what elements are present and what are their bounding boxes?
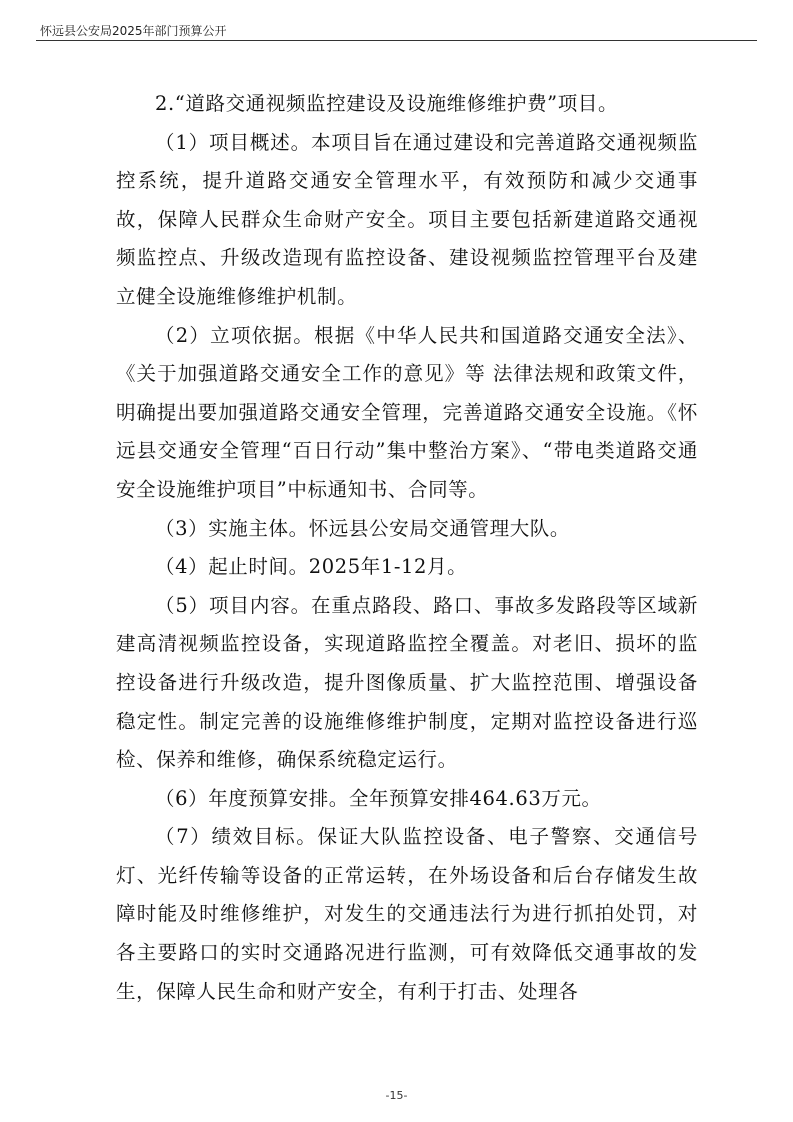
paragraph-period: （4）起止时间。2025年1-12月。 <box>155 555 468 579</box>
section-heading: 2.“道路交通视频监控建设及设施维修维护费”项目。 <box>155 92 619 115</box>
paragraph-overview: （1）项目概述。本项目旨在通过建设和完善道路交通视频监控系统，提升道路交通安全管理水平，有效预防和减少交通事故，保障人民群众生命财产安全。项目主要包括新建道路交通视频监控点、升级改造现有监控设备、建设视频监控管理平台及建立健全设施维修维护机制。 <box>116 130 698 308</box>
paragraph-budget: （6）年度预算安排。全年预算安排464.63万元。 <box>155 786 602 810</box>
paragraph-implementer: （3）实施主体。怀远县公安局交通管理大队。 <box>155 516 571 540</box>
paragraph-content: （5）项目内容。在重点路段、路口、事故多发路段等区域新建高清视频监控设备，实现道路监控全覆盖。对老旧、损坏的监控设备进行升级改造，提升图像质量、扩大监控范围、增强设备稳定性。制定完善的设施维修维护制度，定期对监控设备进行巡检、保养和维修，确保系统稳定运行。 <box>116 593 698 772</box>
header-divider <box>36 40 757 41</box>
paragraph-basis: （2）立项依据。根据《中华人民共和国道路交通安全法》、《关于加强道路交通安全工作的意见》等 法律法规和政策文件，明确提出要加强道路交通安全管理，完善道路交通安全设施。《怀远县交通安全管理“百日行动”集中整治方案》、“带电类道路交通安全设施维护项目”中标通知书、合同等。 <box>116 323 698 501</box>
document-body <box>116 85 698 1011</box>
paragraph-goals: （7）绩效目标。保证大队监控设备、电子警察、交通信号灯、光纤传输等设备的正常运转，在外场设备和后台存储发生故障时能及时维修维护，对发生的交通违法行为进行抓拍处罚，对各主要路口的实时交通路况进行监测，可有效降低交通事故的发生，保障人民生命和财产安全，有利于打击、处理各 <box>116 825 698 1003</box>
running-header-title: 怀远县公安局2025年部门预算公开 <box>40 24 227 38</box>
page-number: -15- <box>385 1089 408 1102</box>
